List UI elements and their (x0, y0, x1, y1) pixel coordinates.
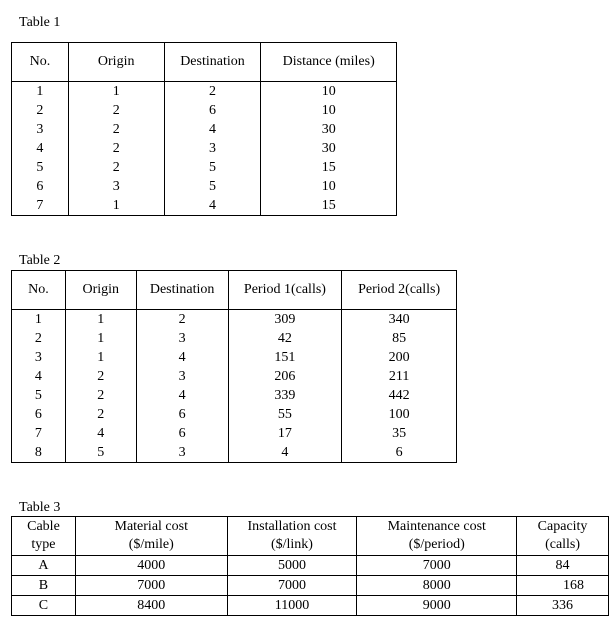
table-row (12, 576, 609, 596)
table2-header-period2: Period 2(calls) (342, 271, 457, 310)
table1-header-no: No. (12, 43, 69, 82)
table2-header-period1: Period 1(calls) (228, 271, 342, 310)
table3-header-installation-cost: Installation cost ($/link) (227, 517, 357, 556)
table-cell: 2 (34, 330, 42, 346)
table-row (12, 367, 457, 386)
table-cell: 30 (261, 120, 397, 139)
table-cell: 4 (34, 368, 42, 384)
table-cell: 4 (65, 424, 136, 443)
table-cell: 84 (517, 556, 609, 576)
table-cell: 15 (261, 158, 397, 177)
table-cell: 6 (34, 406, 42, 422)
table3-caption: Table 3 (19, 500, 61, 515)
table-cell: 2 (65, 367, 136, 386)
table-row (12, 596, 609, 616)
table-cell: 151 (228, 348, 342, 367)
table-row (12, 177, 397, 196)
table-row (12, 405, 457, 424)
table-cell: 1 (65, 329, 136, 348)
table-row (12, 101, 397, 120)
table-cell: 8000 (357, 576, 517, 596)
table-row (12, 443, 457, 463)
table-cell: 3 (136, 329, 228, 348)
table1-header-origin: Origin (68, 43, 164, 82)
table1-header-destination: Destination (164, 43, 261, 82)
table-cell: 6 (342, 443, 457, 463)
table-cell: 3 (36, 121, 44, 137)
table1-caption: Table 1 (19, 15, 61, 30)
table-row (12, 329, 457, 348)
table1-header-distance: Distance (miles) (261, 43, 397, 82)
table-cell: 6 (136, 424, 228, 443)
table-cell: 3 (34, 349, 42, 365)
table-cell: 7000 (227, 576, 357, 596)
table-cell: 2 (68, 139, 164, 158)
table-cell: 2 (68, 120, 164, 139)
table-cell: 2 (65, 405, 136, 424)
table2-header-destination: Destination (136, 271, 228, 310)
table-cell: 339 (228, 386, 342, 405)
table-row (12, 386, 457, 405)
table-cell: 3 (68, 177, 164, 196)
table-cell: 85 (342, 329, 457, 348)
table-cell: 9000 (357, 596, 517, 616)
table3-header-capacity: Capacity (calls) (517, 517, 609, 556)
table-cell: 2 (68, 158, 164, 177)
table-row (12, 556, 609, 576)
table-cell: 309 (228, 310, 342, 330)
table-cell: 336 (517, 596, 609, 616)
table-cell: 100 (342, 405, 457, 424)
table-cell: 17 (228, 424, 342, 443)
table-cell: 4 (136, 386, 228, 405)
table-cell: 7 (34, 425, 42, 441)
table-cell: 1 (68, 196, 164, 216)
table-cell: 2 (164, 82, 261, 102)
table-cell: 10 (261, 177, 397, 196)
table-cell: 7000 (75, 576, 227, 596)
table2-caption: Table 2 (19, 253, 61, 268)
table-cell: 2 (65, 386, 136, 405)
table3-header-material-cost: Material cost ($/mile) (75, 517, 227, 556)
table3 (11, 516, 609, 616)
table-row (12, 120, 397, 139)
table-cell: B (12, 576, 76, 596)
table-row (12, 424, 457, 443)
table-cell: 2 (36, 102, 44, 118)
table-cell: C (12, 596, 76, 616)
table-cell: 3 (164, 139, 261, 158)
table-row (12, 348, 457, 367)
table-cell: 4 (136, 348, 228, 367)
table-cell: 11000 (227, 596, 357, 616)
table-cell: 6 (136, 405, 228, 424)
table-cell: 3 (136, 367, 228, 386)
table-cell: 1 (65, 310, 136, 330)
table-cell: A (38, 557, 49, 573)
table2-header-no: No. (12, 271, 66, 310)
table-row (12, 196, 397, 216)
table-cell: 7000 (357, 556, 517, 576)
table-cell: 35 (342, 424, 457, 443)
table-cell: 1 (68, 82, 164, 102)
table-cell: 168 (517, 576, 609, 596)
table-cell: 5 (36, 159, 44, 175)
table-cell: 2 (68, 101, 164, 120)
table-cell: 4000 (75, 556, 227, 576)
table-cell: 5 (164, 158, 261, 177)
table-cell: 15 (261, 196, 397, 216)
table-cell: 8400 (75, 596, 227, 616)
table-cell: 442 (342, 386, 457, 405)
table-cell: 4 (228, 443, 342, 463)
table-cell: 206 (228, 367, 342, 386)
table-cell: 4 (36, 140, 44, 156)
table-cell: 4 (164, 196, 261, 216)
table1 (11, 42, 397, 216)
table-cell: 211 (342, 367, 457, 386)
table-cell: 2 (136, 310, 228, 330)
table-cell: 5000 (227, 556, 357, 576)
table-cell: 1 (65, 348, 136, 367)
table3-header-maintenance-cost: Maintenance cost ($/period) (357, 517, 517, 556)
table-cell: 5 (164, 177, 261, 196)
table-cell: 3 (136, 443, 228, 463)
table-row (12, 139, 397, 158)
table-cell: 8 (34, 444, 42, 460)
table-cell: 42 (228, 329, 342, 348)
table-cell: 340 (342, 310, 457, 330)
table2 (11, 270, 457, 463)
table-cell: 55 (228, 405, 342, 424)
table-row (12, 310, 457, 330)
table-cell: 200 (342, 348, 457, 367)
table-cell: 4 (164, 120, 261, 139)
table-cell: 5 (34, 387, 42, 403)
table-cell: 7 (36, 197, 44, 213)
table3-header-cable-type: Cable type (12, 517, 76, 556)
table-row (12, 82, 397, 102)
table-cell: 1 (34, 311, 42, 327)
table-cell: 6 (36, 178, 44, 194)
table-cell: 5 (65, 443, 136, 463)
table-cell: 1 (36, 83, 44, 99)
table-cell: 10 (261, 82, 397, 102)
table-row (12, 158, 397, 177)
table-cell: 30 (261, 139, 397, 158)
table-cell: 10 (261, 101, 397, 120)
table-cell: 6 (164, 101, 261, 120)
table2-header-origin: Origin (65, 271, 136, 310)
